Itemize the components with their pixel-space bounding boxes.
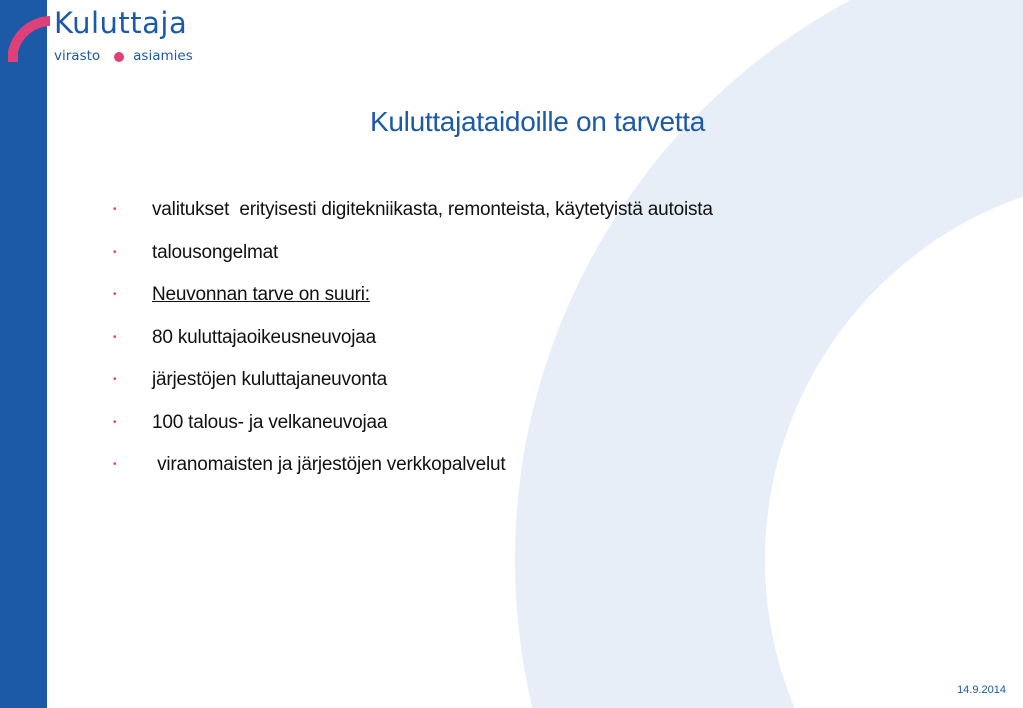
list-item <box>113 411 713 454</box>
logo <box>0 0 260 80</box>
bullet-icon: • <box>113 416 117 428</box>
bullet-text: 80 kuluttajaoikeusneuvojaa <box>152 326 377 348</box>
slide-date: 14.9.2014 <box>957 684 1006 696</box>
list-item <box>113 368 713 411</box>
bullet-text: viranomaisten ja järjestöjen verkkopalvelut <box>152 454 506 475</box>
logo-arc-icon <box>0 0 60 70</box>
brand-side-bar <box>0 0 47 708</box>
bullet-icon: • <box>113 331 117 343</box>
bullet-text: 100 talous- ja velkaneuvojaa <box>152 411 388 433</box>
bullet-icon: • <box>113 246 117 258</box>
bullet-text: Neuvonnan tarve on suuri: <box>152 284 370 305</box>
list-item <box>113 283 713 326</box>
bullet-text: valitukset erityisesti digitekniikasta, remonteista, käytetyistä autoista <box>152 199 713 220</box>
bullet-icon: • <box>113 289 117 300</box>
slide-title: Kuluttajataidoille on tarvetta <box>370 106 705 137</box>
bullet-text: talousongelmat <box>152 241 279 263</box>
logo-dot-icon <box>114 52 124 62</box>
logo-subtitle <box>54 50 193 64</box>
logo-sub-right: asiamies <box>133 48 193 64</box>
bullet-list <box>113 198 713 496</box>
bullet-icon: • <box>113 204 117 215</box>
logo-wordmark: Kuluttaja <box>54 6 188 40</box>
list-item <box>113 326 713 369</box>
list-item <box>113 241 713 284</box>
list-item <box>113 198 713 241</box>
bullet-icon: • <box>113 374 117 385</box>
logo-sub-left: virasto <box>54 48 101 64</box>
bullet-text: järjestöjen kuluttajaneuvonta <box>152 369 388 390</box>
bullet-icon: • <box>113 459 117 470</box>
list-item <box>113 453 713 496</box>
